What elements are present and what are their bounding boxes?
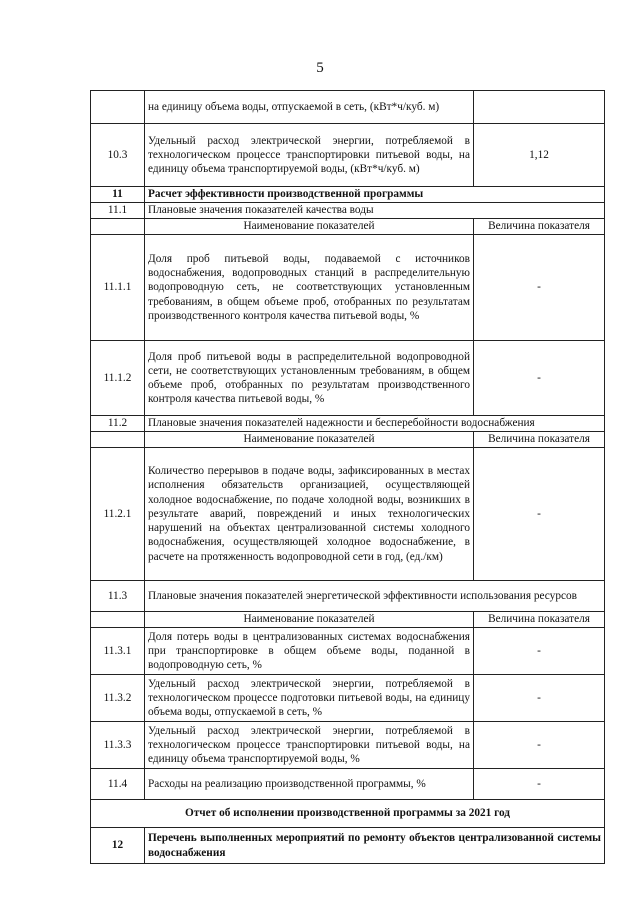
indicator-value: - <box>474 341 605 416</box>
header-row <box>91 219 605 235</box>
row-number: 11.3.1 <box>91 628 145 675</box>
section-number: 11.2 <box>91 416 145 432</box>
indicator-value: - <box>474 235 605 341</box>
indicator-value <box>474 91 605 124</box>
indicator-value: - <box>474 675 605 722</box>
indicator-description: Доля проб питьевой воды, подаваемой с источников водоснабжения, водопроводных станций в распределительную водопроводную сеть, не соответствующих установленным требованиям, в общем объеме проб, отобранных по результатам производственного контроля качества питьевой воды, % <box>145 235 474 341</box>
section-row <box>91 187 605 203</box>
production-program-table <box>90 90 605 864</box>
indicator-description: Удельный расход электрической энергии, потребляемой в технологическом процессе транспортировки питьевой воды, на единицу объема транспортируемой воды, % <box>145 722 474 769</box>
indicator-description: Доля проб питьевой воды в распределительной водопроводной сети, не соответствующих установленным требованиям, в общем объеме проб, отобранных по результатам производственного контроля качества питьевой воды, % <box>145 341 474 416</box>
section-title: Перечень выполненных мероприятий по ремонту объектов централизованной системы водоснабжения <box>145 828 605 864</box>
header-value: Величина показателя <box>474 612 605 628</box>
table-row <box>91 675 605 722</box>
indicator-value: - <box>474 448 605 581</box>
section-row <box>91 416 605 432</box>
header-name: Наименование показателей <box>145 432 474 448</box>
header-name: Наименование показателей <box>145 219 474 235</box>
indicator-description: на единицу объема воды, отпускаемой в сеть, (кВт*ч/куб. м) <box>145 91 474 124</box>
page-number: 5 <box>316 60 324 76</box>
indicator-description: Удельный расход электрической энергии, потребляемой в технологическом процессе подготовки питьевой воды, на единицу объема воды, отпускаемой в сеть, % <box>145 675 474 722</box>
header-row <box>91 432 605 448</box>
table-row <box>91 124 605 187</box>
section-title: Расчет эффективности производственной программы <box>145 187 605 203</box>
indicator-description: Количество перерывов в подаче воды, зафиксированных в местах исполнения обязательств организацией, осуществляющей холодное водоснабжение, по подаче холодной воды, возникших в результате аварий, повреждений и иных технологических нарушений на объектах централизованной системы холодного водоснабжения, осуществляющей холодное водоснабжение, в расчете на протяженность водопроводной сети в год, (ед./км) <box>145 448 474 581</box>
table-row <box>91 628 605 675</box>
row-number: 11.3.3 <box>91 722 145 769</box>
section-row <box>91 828 605 864</box>
table-row <box>91 235 605 341</box>
header-name: Наименование показателей <box>145 612 474 628</box>
report-title-row <box>91 800 605 828</box>
table-row <box>91 91 605 124</box>
indicator-value: - <box>474 722 605 769</box>
indicator-description: Удельный расход электрической энергии, потребляемой в технологическом процессе транспортировки питьевой воды, на единицу объема транспортируемой воды, (кВт*ч/куб. м) <box>145 124 474 187</box>
table-row <box>91 769 605 800</box>
row-number <box>91 91 145 124</box>
section-row <box>91 203 605 219</box>
row-number: 11.2.1 <box>91 448 145 581</box>
table-row <box>91 722 605 769</box>
section-title: Плановые значения показателей энергетической эффективности использования ресурсов <box>145 581 605 612</box>
section-number: 11.3 <box>91 581 145 612</box>
indicator-value: 1,12 <box>474 124 605 187</box>
header-value: Величина показателя <box>474 432 605 448</box>
row-number: 11.1.2 <box>91 341 145 416</box>
section-number: 11 <box>91 187 145 203</box>
row-number: 10.3 <box>91 124 145 187</box>
section-title: Плановые значения показателей надежности и бесперебойности водоснабжения <box>145 416 605 432</box>
indicator-description: Расходы на реализацию производственной программы, % <box>145 769 474 800</box>
header-value: Величина показателя <box>474 219 605 235</box>
row-number: 11.4 <box>91 769 145 800</box>
section-row <box>91 581 605 612</box>
report-title: Отчет об исполнении производственной программы за 2021 год <box>91 800 605 828</box>
indicator-value: - <box>474 628 605 675</box>
row-number: 11.1.1 <box>91 235 145 341</box>
table-row <box>91 341 605 416</box>
row-number: 11.3.2 <box>91 675 145 722</box>
section-title: Плановые значения показателей качества воды <box>145 203 605 219</box>
indicator-value: - <box>474 769 605 800</box>
indicator-description: Доля потерь воды в централизованных системах водоснабжения при транспортировке в общем объеме воды, поданной в водопроводную сеть, % <box>145 628 474 675</box>
section-number: 12 <box>91 828 145 864</box>
header-row <box>91 612 605 628</box>
section-number: 11.1 <box>91 203 145 219</box>
table-row <box>91 448 605 581</box>
